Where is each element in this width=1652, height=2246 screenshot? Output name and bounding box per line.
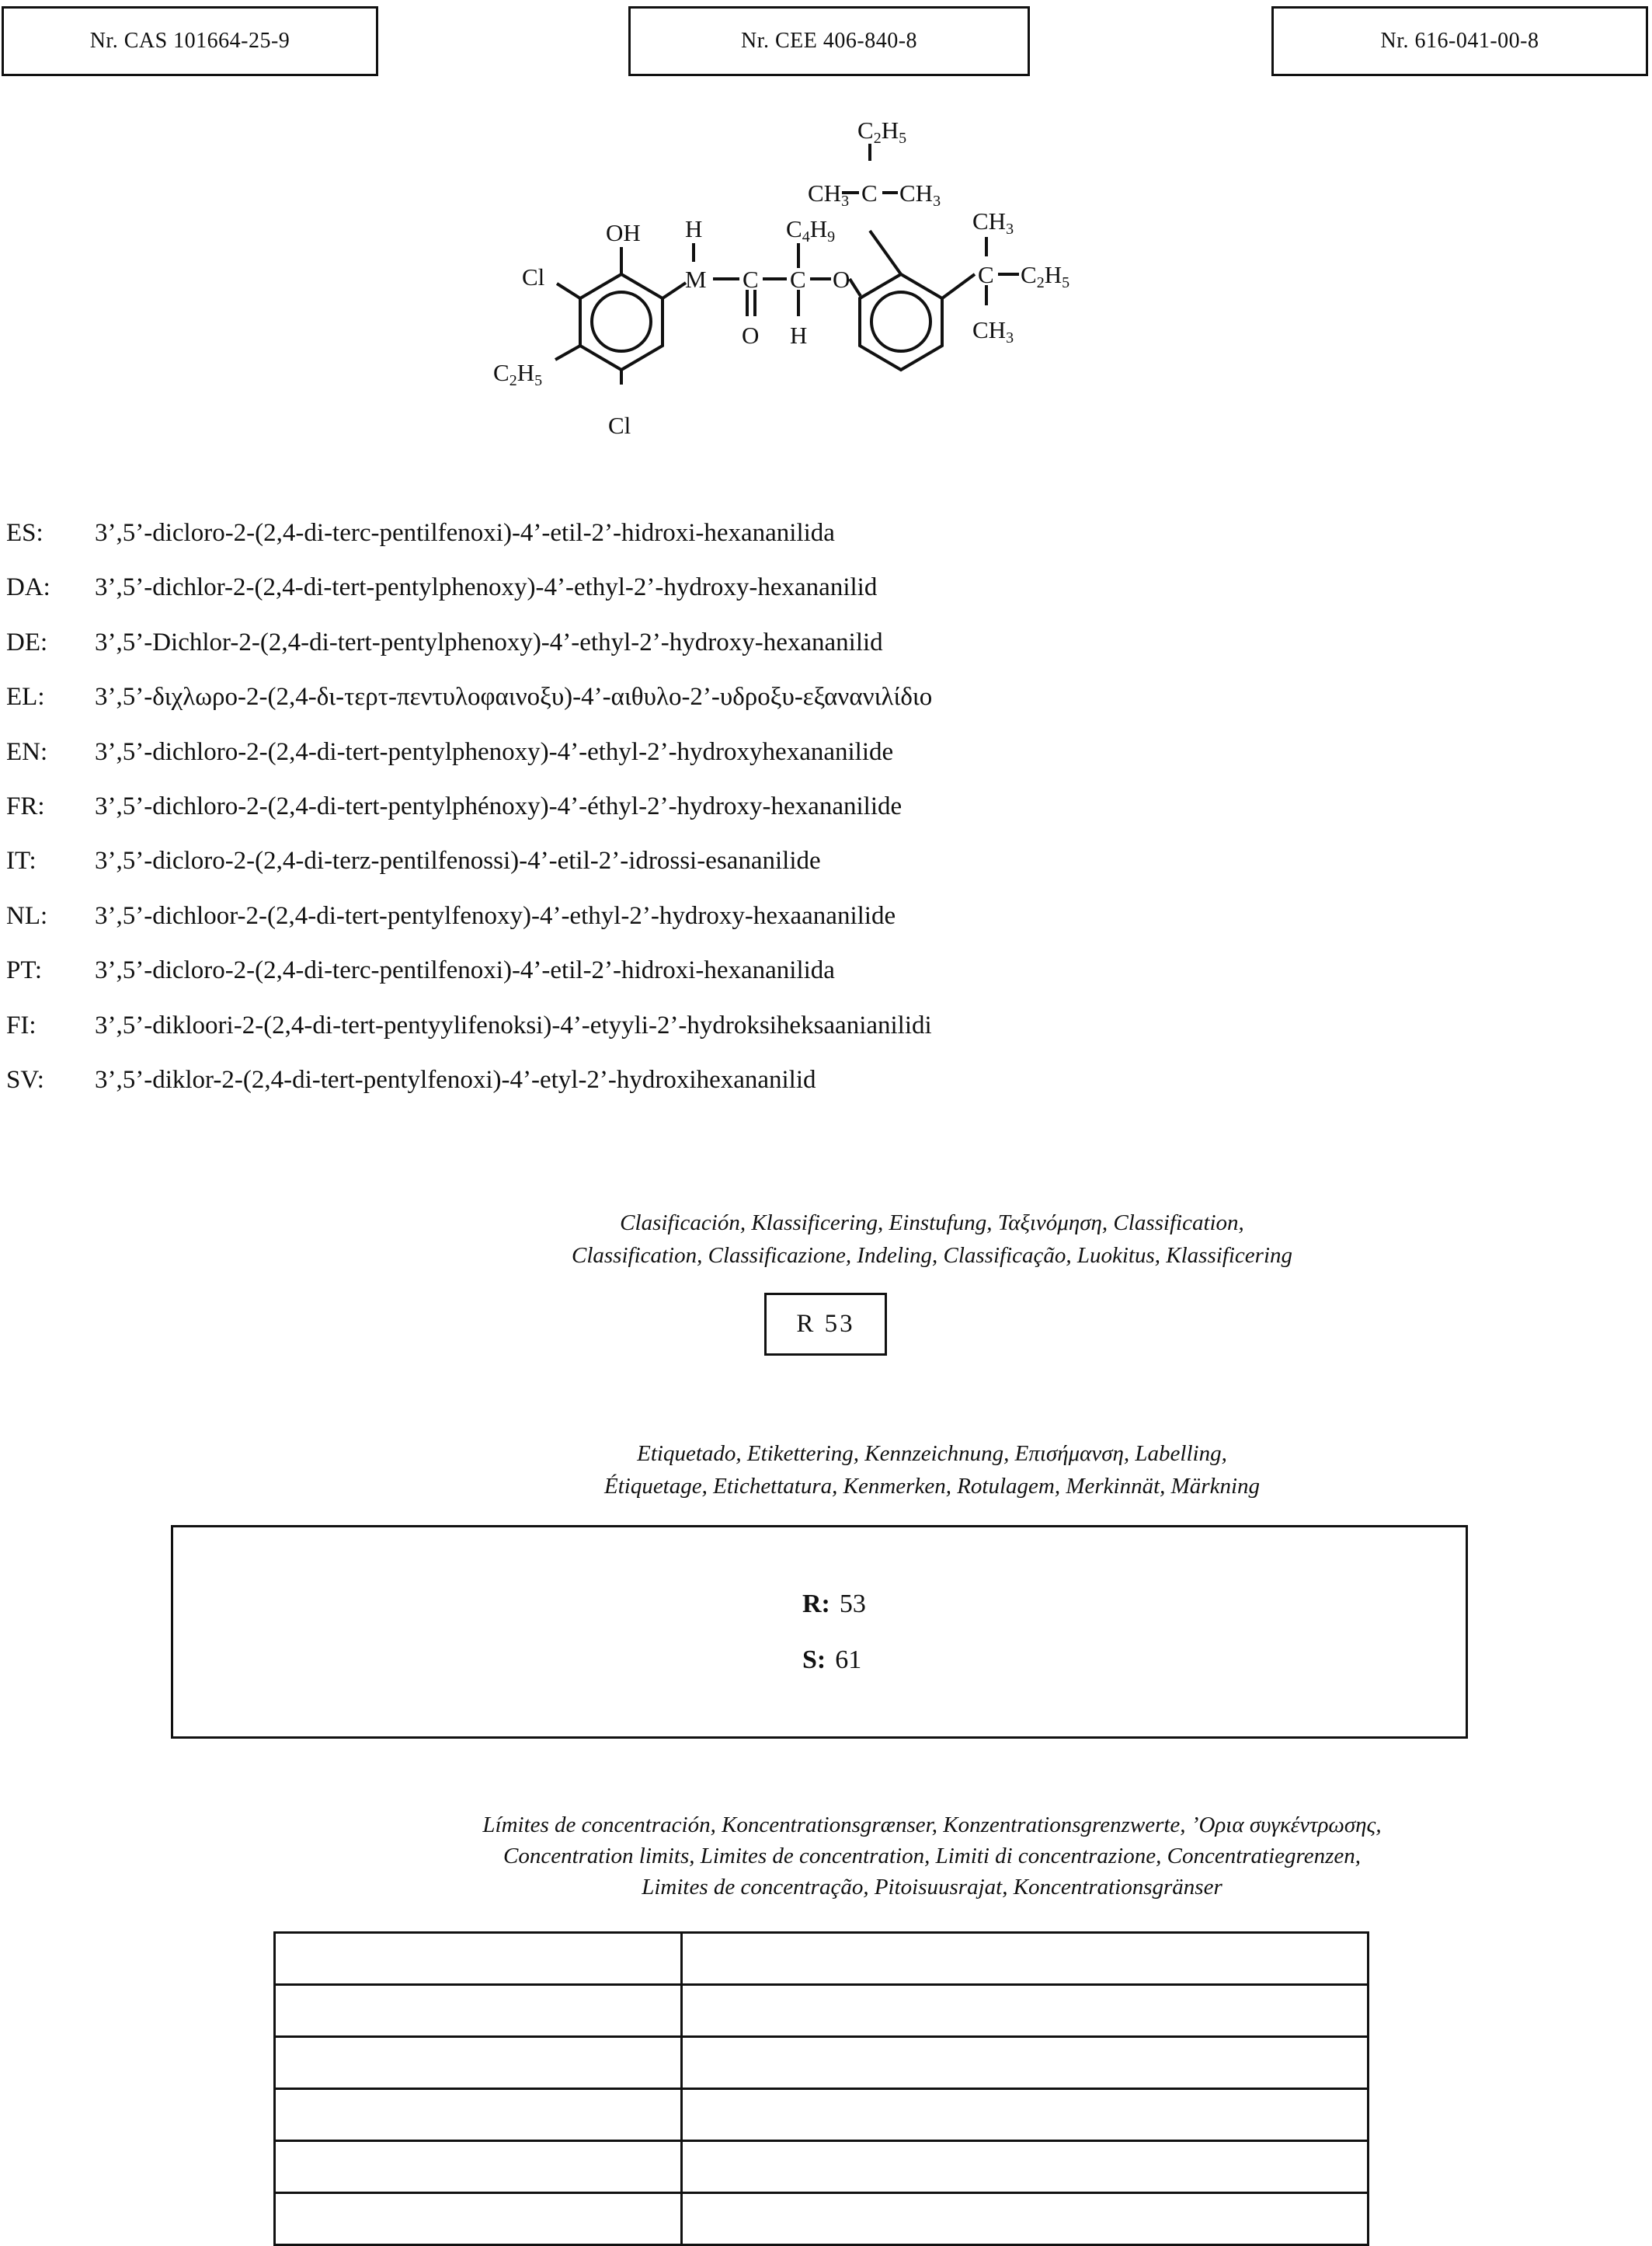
name-row-da (0, 573, 1165, 628)
atom-cl-bottom: Cl (608, 412, 631, 439)
table-cell-left (275, 1985, 682, 2037)
name-row-de (0, 629, 1165, 683)
group-ch3-right-bottom: CH3 (972, 316, 1014, 346)
index-number-box (1271, 6, 1648, 76)
classification-caption (388, 1207, 1476, 1272)
safety-label: S: (802, 1645, 826, 1674)
risk-value: 53 (839, 1590, 866, 1618)
name-row-sv (0, 1066, 1165, 1120)
risk-label: R: (802, 1590, 830, 1618)
chemical-name: 3’,5’-dichloro-2-(2,4-di-tert-pentylphenoxy)-4’-ethyl-2’-hydroxyhexananilide (95, 737, 894, 766)
lang-code: SV: (6, 1065, 44, 1094)
group-c2h5-top: C2H5 (857, 117, 907, 147)
group-ch3-right-top: CH3 (972, 207, 1014, 238)
chemical-name: 3’,5’-diklor-2-(2,4-di-tert-pentylfenoxi)-4’-etyl-2’-hydroxihexananilid (95, 1065, 816, 1094)
atom-c-quat-right: C (978, 261, 994, 288)
table-cell-right (682, 2141, 1369, 2193)
safety-value: 61 (835, 1645, 862, 1674)
name-row-fr (0, 792, 1165, 847)
classification-caption-line: Classification, Classificazione, Indeling, Classificação, Luokitus, Klassificering (571, 1243, 1292, 1268)
concentration-caption-line: Límites de concentración, Koncentrationsgrænser, Konzentrationsgrenzwerte, ’Ορια συγκέντρωσης, (482, 1812, 1382, 1837)
safety-phrase-line (802, 1645, 861, 1675)
group-ch3-top-left: CH3 (808, 179, 850, 210)
table-cell-left (275, 2193, 682, 2245)
chemical-name: 3’,5’-Dichlor-2-(2,4-di-tert-pentylphenoxy)-4’-ethyl-2’-hydroxy-hexananilid (95, 628, 883, 656)
atom-o-ether: O (833, 266, 850, 293)
atom-c-quat-top: C (861, 179, 878, 207)
lang-code: DE: (6, 628, 48, 656)
classification-value: R 53 (796, 1310, 855, 1338)
table-cell-left (275, 2037, 682, 2089)
name-row-it (0, 847, 1165, 901)
lang-code: EN: (6, 737, 48, 766)
lang-code: IT: (6, 847, 37, 876)
atom-m: M (685, 266, 707, 293)
lang-code: FR: (6, 792, 45, 820)
chemical-name: 3’,5’-dichloro-2-(2,4-di-tert-pentylphénoxy)-4’-éthyl-2’-hydroxy-hexananilide (95, 792, 903, 820)
chemical-name: 3’,5’-dichloor-2-(2,4-di-tert-pentylfenoxy)-4’-ethyl-2’-hydroxy-hexaananilide (95, 901, 896, 930)
chemical-name: 3’,5’-dikloori-2-(2,4-di-tert-pentyylifenoksi)-4’-etyyli-2’-hydroksiheksaanianilidi (95, 1011, 932, 1039)
group-ch3-top-right: CH3 (899, 179, 941, 210)
chemical-name: 3’,5’-dicloro-2-(2,4-di-terz-pentilfenossi)-4’-etil-2’-idrossi-esananilide (95, 847, 821, 876)
cas-number-box (2, 6, 378, 76)
lang-code: DA: (6, 573, 50, 602)
name-row-fi (0, 1012, 1165, 1066)
table-cell-left (275, 1933, 682, 1985)
lang-code: ES: (6, 519, 43, 547)
lang-code: PT: (6, 956, 43, 985)
table-row (275, 2089, 1369, 2141)
classification-caption-line: Clasificación, Klassificering, Einstufung, Ταξινόμηση, Classification, (620, 1210, 1244, 1235)
cas-number: Nr. CAS 101664-25-9 (89, 29, 290, 53)
concentration-caption-line: Limites de concentração, Pitoisuusrajat, Koncentrationsgränser (642, 1875, 1222, 1900)
table-row (275, 1985, 1369, 2037)
chemical-name: 3’,5’-διχλωρο-2-(2,4-δι-τερτ-πεντυλοφαινοξυ)-4’-αιθυλο-2’-υδροξυ-εξανανιλίδιο (95, 683, 933, 712)
name-row-nl (0, 902, 1165, 956)
atom-oh: OH (606, 219, 641, 246)
chemical-name: 3’,5’-dichlor-2-(2,4-di-tert-pentylphenoxy)-4’-ethyl-2’-hydroxy-hexananilid (95, 573, 878, 602)
table-cell-right (682, 1933, 1369, 1985)
table-cell-right (682, 2089, 1369, 2141)
table-cell-left (275, 2089, 682, 2141)
lang-code: EL: (6, 683, 45, 712)
group-c2h5-left: C2H5 (493, 359, 543, 389)
table-cell-right (682, 1985, 1369, 2037)
atom-c1: C (743, 266, 759, 293)
table-cell-right (682, 2193, 1369, 2245)
table-row (275, 1933, 1369, 1985)
table-row (275, 2193, 1369, 2245)
chemical-names-list (0, 519, 1165, 1120)
concentration-caption-line: Concentration limits, Limites de concentration, Limiti di concentrazione, Concentratiegrenzen, (503, 1844, 1362, 1868)
atom-h-bottom: H (790, 322, 808, 349)
labelling-caption-line: Étiquetage, Etichettatura, Kenmerken, Rotulagem, Merkinnät, Märkning (603, 1474, 1261, 1499)
table-cell-left (275, 2141, 682, 2193)
group-c4h9: C4H9 (786, 215, 836, 245)
cee-number: Nr. CEE 406-840-8 (740, 29, 918, 53)
classification-value-box (764, 1293, 887, 1356)
concentration-caption (233, 1809, 1631, 1903)
risk-phrase-line (802, 1590, 866, 1619)
chemical-structure-diagram (466, 113, 1165, 454)
lang-code: FI: (6, 1011, 37, 1039)
group-c2h5-right: C2H5 (1021, 261, 1070, 291)
right-ring-aromatic (871, 292, 930, 351)
atom-c2: C (790, 266, 806, 293)
name-row-es (0, 519, 1165, 573)
table-cell-right (682, 2037, 1369, 2089)
index-number: Nr. 616-041-00-8 (1380, 29, 1539, 53)
atom-h-top: H (685, 215, 703, 242)
lang-code: NL: (6, 901, 48, 930)
cee-number-box (628, 6, 1030, 76)
concentration-table-body (275, 1933, 1369, 2245)
concentration-limits-table (273, 1931, 1369, 2246)
labelling-box (171, 1525, 1468, 1739)
atom-cl-left: Cl (522, 263, 545, 291)
left-ring-aromatic (592, 292, 651, 351)
table-row (275, 2037, 1369, 2089)
name-row-el (0, 683, 1165, 737)
labelling-caption-line: Etiquetado, Etikettering, Kennzeichnung, Επισήμανση, Labelling, (637, 1441, 1227, 1466)
atom-o-carbonyl: O (742, 322, 760, 349)
name-row-pt (0, 956, 1165, 1011)
name-row-en (0, 738, 1165, 792)
table-row (275, 2141, 1369, 2193)
labelling-caption (311, 1437, 1553, 1503)
chemical-name: 3’,5’-dicloro-2-(2,4-di-terc-pentilfenoxi)-4’-etil-2’-hidroxi-hexananilida (95, 956, 835, 985)
chemical-name: 3’,5’-dicloro-2-(2,4-di-terc-pentilfenoxi)-4’-etil-2’-hidroxi-hexananilida (95, 519, 835, 547)
